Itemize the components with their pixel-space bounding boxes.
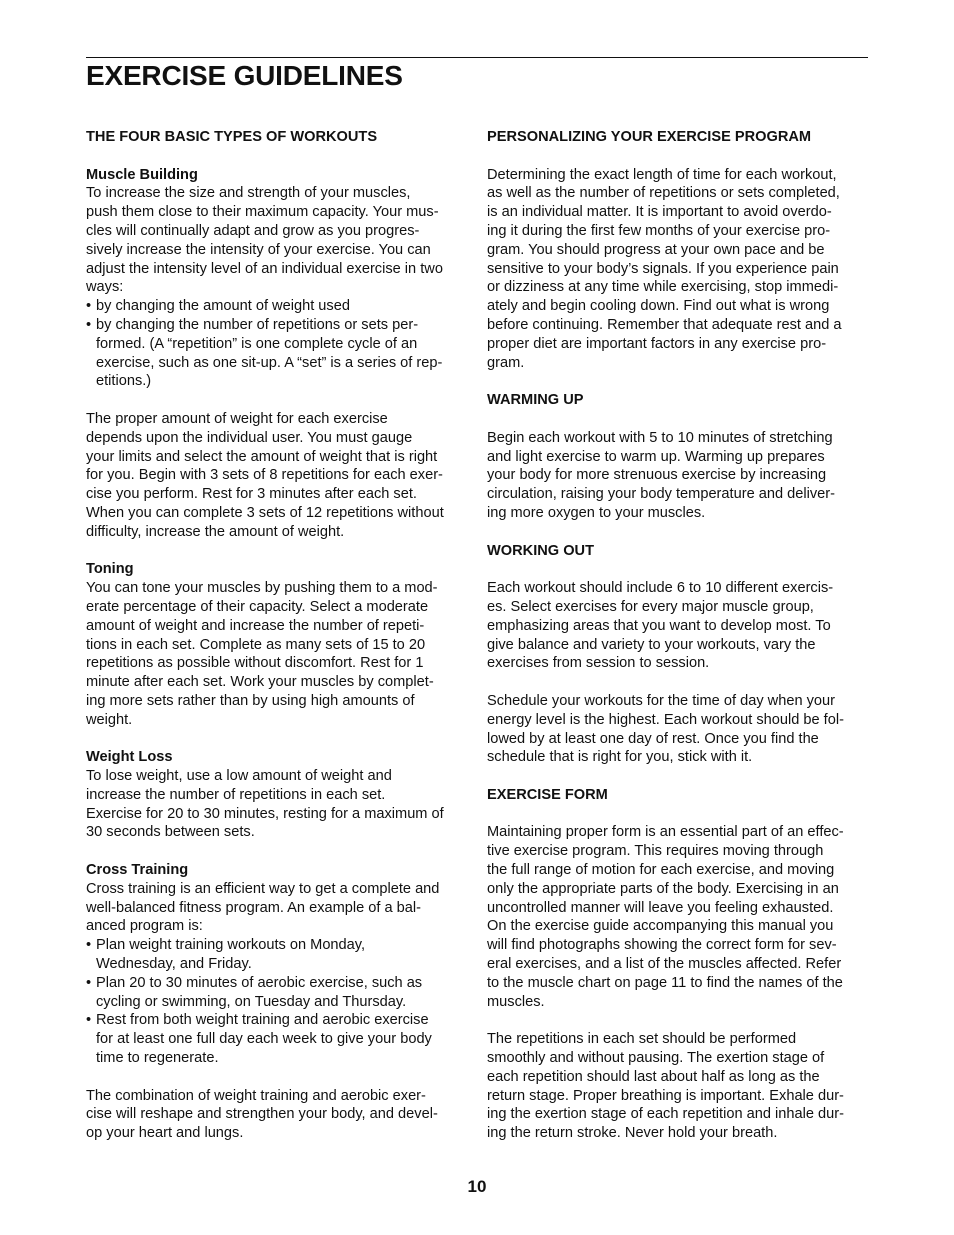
left-column (86, 128, 472, 1143)
list-item: • Rest from both weight training and aerobic exercise for at least one full day each week to give your body time to regenerate. (86, 1011, 472, 1067)
subheading-weight-loss: Weight Loss (86, 749, 173, 766)
list-item: • Plan weight training workouts on Monday, Wednesday, and Friday. (86, 936, 472, 974)
paragraph-exercise-form-repetitions: The repetitions in each set should be performed smoothly and without pausing. The exertion stage of each repetition should last about half as long as the return stage. Proper breathing is important. Exhale dur- ing the exertion stage of each repetition and inhale dur- ing the return stroke. Never hold your breath. (487, 1031, 844, 1142)
subheading-toning: Toning (86, 561, 134, 578)
paragraph-working-out-schedule: Schedule your workouts for the time of day when your energy level is the highest. Each workout should be fol- lowed by at least one day of rest. Once you find the schedule that is right for you, stick with it. (487, 692, 844, 766)
page-number: 10 (467, 1177, 487, 1196)
title-rule (86, 57, 868, 58)
right-column (487, 128, 871, 1143)
page-title: EXERCISE GUIDELINES (86, 60, 403, 91)
list-item: • Plan 20 to 30 minutes of aerobic exercise, such as cycling or swimming, on Tuesday and Thursday. (86, 974, 472, 1012)
paragraph-weight-loss: To lose weight, use a low amount of weight and increase the number of repetitions in each set. Exercise for 20 to 30 minutes, resting for a maximum of 30 seconds between sets. (86, 768, 444, 841)
subheading-muscle-building: Muscle Building (86, 166, 198, 183)
section-heading-personalizing: PERSONALIZING YOUR EXERCISE PROGRAM (487, 129, 812, 145)
paragraph-muscle-building-intro: To increase the size and strength of your muscles, push them close to their maximum capacity. Your mus- cles will continually adapt and grow as you progres- sively increase the intensity of your exercise. You can adjust the intensity level of an individual exercise in two ways: (86, 185, 443, 296)
paragraph-personalizing: Determining the exact length of time for each workout, as well as the number of repetitions or sets completed, is an individual matter. It is important to avoid overdo- ing it during the first few months of your exercise pro- gram. You should progress at your own pace and be sensitive to your body’s signals. If you experience pain or dizziness at any time while exercising, stop immedi- ately and begin cooling down. Find out what is wrong before continuing. Remember that adequate rest and a proper diet are important factors in any exercise pro- gram. (487, 166, 842, 371)
section-heading-exercise-form: EXERCISE FORM (487, 786, 608, 803)
paragraph-exercise-form: Maintaining proper form is an essential part of an effec- tive exercise program. This requires moving through the full range of motion for each exercise, and moving only the appropriate parts of the body. Exercising in an uncontrolled manner will leave you feeling exhausted. On the exercise guide accompanying this manual you will find photographs showing the correct form for sev- eral exercises, and a list of the muscles affected. Refer to the muscle chart on page 11 to find the names of the muscles. (487, 824, 844, 1010)
paragraph-muscle-building-weight: The proper amount of weight for each exercise depends upon the individual user. You must gauge your limits and select the amount of weight that is right for you. Begin with 3 sets of 8 repetitions for each exer- cise you perform. Rest for 3 minutes after each set. When you can complete 3 sets of 12 repetitions without difficulty, increase the amount of weight. (86, 410, 444, 540)
section-heading-warming-up: WARMING UP (487, 392, 584, 409)
paragraph-cross-training-combination: The combination of weight training and aerobic exer- cise will reshape and strengthen your body, and devel- op your heart and lungs. (86, 1087, 438, 1142)
section-heading-four-types: THE FOUR BASIC TYPES OF WORKOUTS (86, 129, 378, 145)
list-item: • by changing the number of repetitions or sets per- formed. (A “repetition” is one complete cycle of an exercise, such as one sit-up. A “set” is a series of rep- etitions.) (86, 316, 472, 391)
paragraph-cross-training-intro: Cross training is an efficient way to get a complete and well-balanced fitness program. An example of a bal- anced program is: (86, 880, 440, 935)
section-heading-working-out: WORKING OUT (487, 542, 595, 559)
bullet-list-cross-training (86, 936, 472, 1068)
subheading-cross-training: Cross Training (86, 862, 189, 879)
paragraph-warming-up: Begin each workout with 5 to 10 minutes of stretching and light exercise to warm up. Warming up prepares your body for more strenuous exercise by increasing circulation, raising your body temperature and deliver- ing more oxygen to your muscles. (487, 429, 835, 521)
bullet-list-muscle-building (86, 297, 472, 391)
paragraph-toning: You can tone your muscles by pushing them to a mod- erate percentage of their capacity. Select a moderate amount of weight and increase the number of repeti- tions in each set. Complete as many sets of 15 to 20 repetitions as possible without discomfort. Rest for 1 minute after each set. Work your muscles by complet- ing more sets rather than by using high amounts of weight. (86, 580, 438, 728)
list-item: • by changing the amount of weight used (86, 297, 472, 316)
paragraph-working-out: Each workout should include 6 to 10 different exercis- es. Select exercises for every major muscle group, emphasizing areas that you want to develop most. To give balance and variety to your workouts, vary the exercises from session to session. (487, 580, 834, 672)
